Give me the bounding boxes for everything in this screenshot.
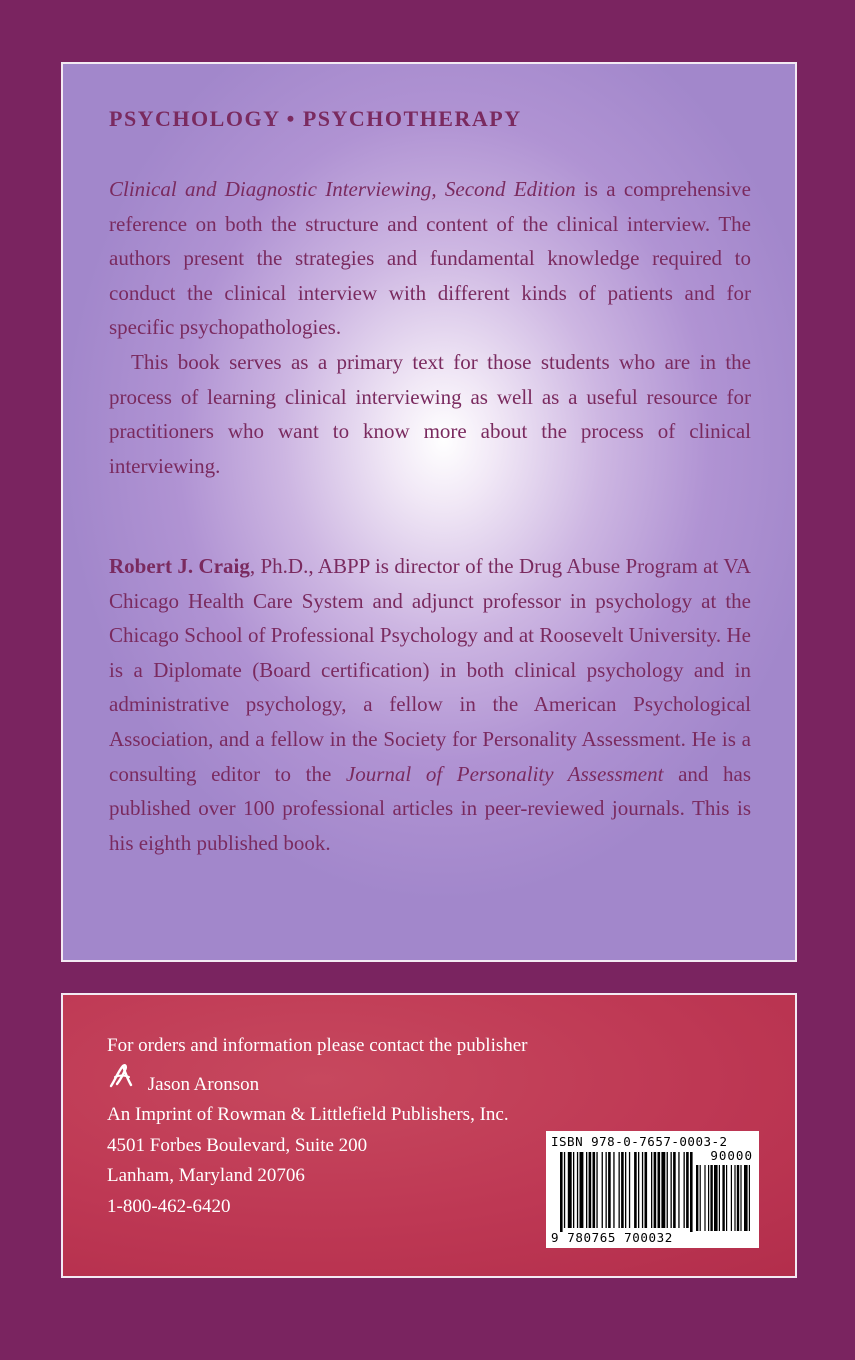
author-bio-text-2: and has published over 100 professional articles in peer-reviewed journals. This is his eighth published book. (109, 761, 751, 855)
publisher-phone: 1-800-462-6420 (107, 1195, 231, 1217)
barcode-addon-bar (737, 1165, 739, 1231)
author-bio (109, 549, 751, 860)
publisher-name-row (107, 1062, 528, 1101)
barcode-bar (671, 1152, 672, 1228)
publisher-logo-icon (107, 1062, 135, 1090)
barcode-addon-bar (700, 1165, 701, 1231)
journal-title: Journal of Personality Assessment (345, 761, 664, 786)
barcode-bar (634, 1152, 637, 1228)
publisher-panel (61, 993, 797, 1278)
subject-category: PSYCHOLOGY • PSYCHOTHERAPY (109, 106, 522, 131)
barcode-bar (613, 1152, 614, 1228)
publisher-address-line-1: 4501 Forbes Boulevard, Suite 200 (107, 1134, 368, 1156)
description-panel (61, 62, 797, 962)
barcode-bar (667, 1152, 668, 1228)
barcode-bar (606, 1152, 607, 1228)
barcode-bar (589, 1152, 592, 1228)
barcode-bar (654, 1152, 657, 1228)
book-description (109, 172, 751, 483)
barcode-addon-bar (708, 1165, 709, 1231)
barcode-bar (573, 1152, 574, 1228)
barcode-addon-bar (744, 1165, 748, 1231)
barcode-bar (596, 1152, 597, 1228)
barcode-addon-bar (710, 1165, 712, 1231)
barcode-addon-bar (704, 1165, 705, 1231)
book-title: Clinical and Diagnostic Interviewing, Second Edition (109, 177, 576, 201)
barcode-bar (593, 1152, 596, 1228)
price-code: 90000 (710, 1148, 753, 1163)
publisher-address-line-2: Lanham, Maryland 20706 (107, 1165, 305, 1186)
barcode-bar (619, 1152, 620, 1228)
barcode-bar (564, 1152, 565, 1228)
barcode-bar (661, 1152, 665, 1228)
barcode-addon-bar (726, 1165, 727, 1231)
barcode-bar (580, 1152, 584, 1228)
barcode-bar (560, 1152, 563, 1232)
barcode-addon-bar (722, 1165, 724, 1231)
isbn-barcode (546, 1131, 759, 1248)
author-bio-text-1: , Ph.D., ABPP is director of the Drug Abuse Program at VA Chicago Health Care System and adjunct professor in psychology at the Chicago School of Professional Psychology and at Roosevelt University. He is a Diplomate (Board certification) in both clinical psychology and in administrative psychology, a fellow in the American Psychological Association, and a fellow in the Society for Personality Assessment. He is a consulting editor to the (109, 554, 751, 786)
barcode-bar (673, 1152, 676, 1228)
barcode-bar (577, 1152, 578, 1228)
barcode-addon-bar (734, 1165, 735, 1231)
description-paragraph-1-text: is a comprehensive reference on both the structure and content of the clinical interview. The authors present the strategies and fundamental knowledge required to conduct the clinical interview with different kinds of patients and for specific psychopathologies. (109, 177, 751, 340)
barcode-bar (638, 1152, 639, 1228)
barcode-bar (690, 1152, 693, 1232)
description-paragraph-2: This book serves as a primary text for those students who are in the process of learning clinical interviewing as well as a useful resource for practitioners who want to know more about the process of clinical interviewing. (109, 349, 751, 478)
barcode-bar (678, 1152, 679, 1228)
barcode-addon-bar (719, 1165, 720, 1231)
barcode-bar (629, 1152, 630, 1228)
barcode-addon-bar (696, 1165, 698, 1231)
description-paragraph-1 (109, 172, 751, 345)
barcode-bar (586, 1152, 587, 1228)
barcode-bar (642, 1152, 643, 1228)
publisher-contact (107, 1031, 528, 1222)
barcode-bar (602, 1152, 603, 1228)
barcode-bar (684, 1152, 685, 1228)
barcode-bar (645, 1152, 648, 1228)
barcode-addon-bar (740, 1165, 741, 1231)
barcode-bar (658, 1152, 661, 1228)
order-info-text: For orders and information please contact the publisher (107, 1035, 528, 1056)
barcode-bar (686, 1152, 689, 1228)
isbn-number: ISBN 978-0-7657-0003-2 (551, 1134, 728, 1149)
barcode-bar (625, 1152, 626, 1228)
author-name: Robert J. Craig (109, 554, 250, 578)
barcode-bar (608, 1152, 611, 1228)
publisher-imprint: An Imprint of Rowman & Littlefield Publishers, Inc. (107, 1104, 509, 1125)
ean-digits: 9 780765 700032 (551, 1230, 673, 1245)
barcode-bar (568, 1152, 572, 1228)
publisher-name: Jason Aronson (147, 1073, 260, 1095)
barcode-addon-bar (731, 1165, 732, 1231)
barcode-addon-bar (749, 1165, 750, 1231)
barcode-bar (651, 1152, 652, 1228)
barcode-addon-bar (714, 1165, 718, 1231)
barcode-bar (621, 1152, 624, 1228)
